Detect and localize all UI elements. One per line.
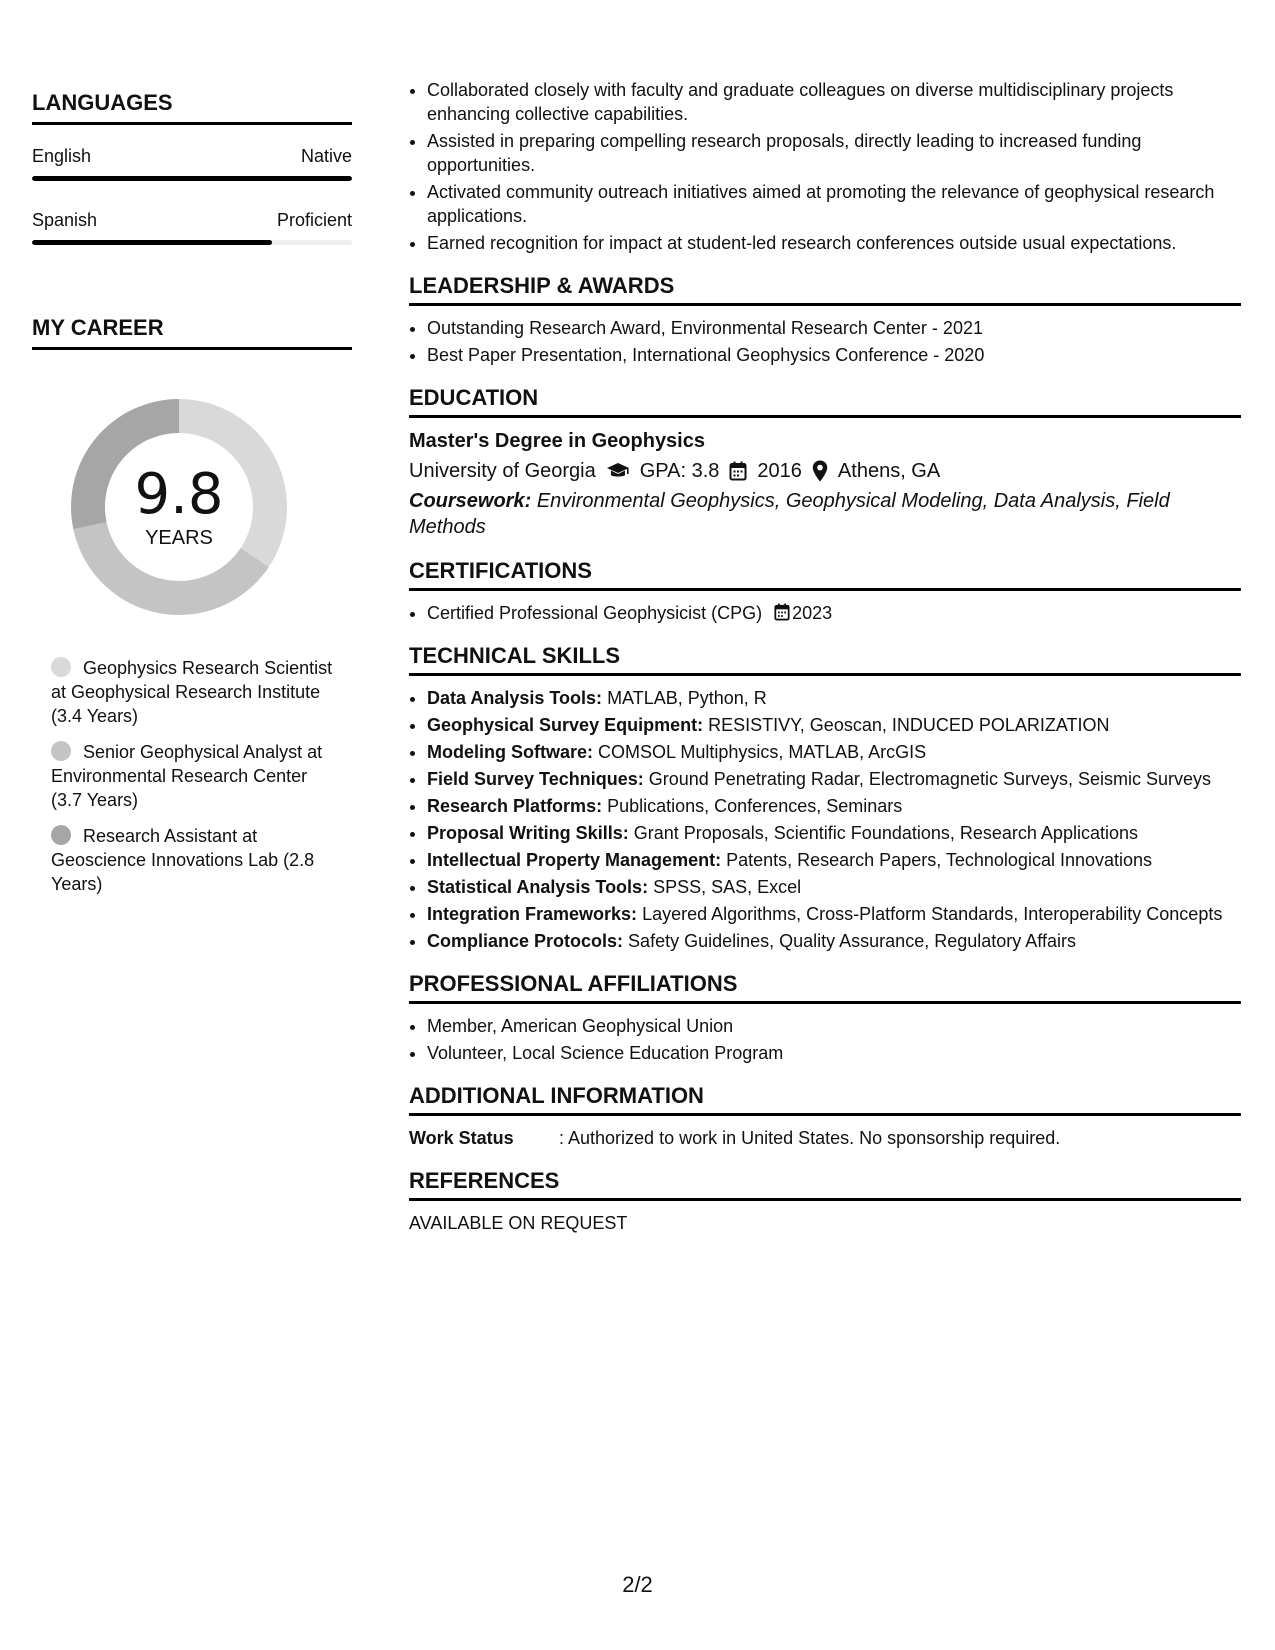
skill-value: Patents, Research Papers, Technological Innovations bbox=[726, 850, 1153, 870]
leadership-heading: LEADERSHIP & AWARDS bbox=[409, 273, 1241, 306]
affiliations-heading: PROFESSIONAL AFFILIATIONS bbox=[409, 971, 1241, 1004]
skill-label: Data Analysis Tools: bbox=[427, 688, 603, 708]
skill-item bbox=[427, 740, 1241, 764]
skill-label: Integration Frameworks: bbox=[427, 904, 638, 924]
skill-item bbox=[427, 821, 1241, 845]
references-heading: REFERENCES bbox=[409, 1168, 1241, 1201]
career-heading: MY CAREER bbox=[32, 315, 352, 350]
language-level: Proficient bbox=[276, 210, 352, 230]
work-status-label: Work Status bbox=[409, 1128, 514, 1148]
award-item: • Best Paper Presentation, International Geophysics Conference - 2020 bbox=[427, 343, 1241, 367]
affiliation-item: • Volunteer, Local Science Education Program bbox=[427, 1041, 1241, 1065]
skill-value: Publications, Conferences, Seminars bbox=[607, 796, 903, 816]
calendar-icon bbox=[774, 603, 790, 621]
legend-dot-icon bbox=[51, 741, 71, 761]
language-bar bbox=[32, 240, 352, 245]
affiliation-item: • Member, American Geophysical Union bbox=[427, 1014, 1241, 1038]
location-pin-icon bbox=[812, 460, 828, 482]
coursework-list: Environmental Geophysics, Geophysical Modeling, Data Analysis, Field Methods bbox=[409, 490, 1170, 538]
language-name: English bbox=[32, 146, 92, 166]
education-section bbox=[409, 385, 1241, 540]
skill-value: SPSS, SAS, Excel bbox=[653, 877, 802, 897]
legend-label: Senior Geophysical Analyst at Environmental Research Center (3.7 Years) bbox=[51, 742, 323, 810]
skill-value: COMSOL Multiphysics, MATLAB, ArcGIS bbox=[598, 742, 927, 762]
skill-label: Proposal Writing Skills: bbox=[427, 823, 629, 843]
language-item-english bbox=[32, 145, 352, 181]
skill-value: Layered Algorithms, Cross-Platform Standards, Interoperability Concepts bbox=[642, 904, 1223, 924]
skill-value: RESISTIVY, Geoscan, INDUCED POLARIZATION bbox=[708, 715, 1110, 735]
certification-name: Certified Professional Geophysicist (CPG) bbox=[427, 603, 763, 623]
certifications-heading: CERTIFICATIONS bbox=[409, 558, 1241, 591]
language-item-spanish bbox=[32, 209, 352, 245]
references-text: AVAILABLE ON REQUEST bbox=[409, 1213, 628, 1233]
skill-item bbox=[427, 794, 1241, 818]
language-bar-fill bbox=[32, 176, 352, 181]
skill-value: Ground Penetrating Radar, Electromagnetic Surveys, Seismic Surveys bbox=[648, 769, 1212, 789]
skill-label: Geophysical Survey Equipment: bbox=[427, 715, 704, 735]
references-section bbox=[409, 1168, 1241, 1235]
certification-year: 2023 bbox=[792, 603, 833, 623]
award-item: • Outstanding Research Award, Environmental Research Center - 2021 bbox=[427, 316, 1241, 340]
skill-item bbox=[427, 929, 1241, 953]
skills-section bbox=[409, 643, 1241, 953]
degree-title: Master's Degree in Geophysics bbox=[409, 430, 705, 452]
skill-item bbox=[427, 875, 1241, 899]
left-column bbox=[32, 90, 352, 908]
certifications-section bbox=[409, 558, 1241, 625]
additional-heading: ADDITIONAL INFORMATION bbox=[409, 1083, 1241, 1116]
skill-label: Compliance Protocols: bbox=[427, 931, 624, 951]
skill-label: Intellectual Property Management: bbox=[427, 850, 722, 870]
experience-bullet: • Assisted in preparing compelling research proposals, directly leading to increased funding opportunities. bbox=[427, 129, 1241, 177]
career-legend bbox=[51, 656, 341, 896]
gpa: GPA: 3.8 bbox=[639, 460, 720, 482]
career-total-years: 9.8 bbox=[134, 461, 224, 527]
additional-section bbox=[409, 1083, 1241, 1150]
education-details bbox=[409, 457, 1241, 485]
skill-label: Field Survey Techniques: bbox=[427, 769, 644, 789]
graduation-year: 2016 bbox=[757, 460, 802, 482]
page-number: 2/2 bbox=[622, 1572, 653, 1597]
education-heading: EDUCATION bbox=[409, 385, 1241, 418]
legend-dot-icon bbox=[51, 657, 71, 677]
right-column bbox=[409, 78, 1241, 1235]
skill-value: MATLAB, Python, R bbox=[607, 688, 767, 708]
skill-value: Safety Guidelines, Quality Assurance, Regulatory Affairs bbox=[628, 931, 1076, 951]
experience-bullet: • Collaborated closely with faculty and graduate colleagues on diverse multidisciplinary projects enhancing collective capabilities. bbox=[427, 78, 1241, 126]
certification-item bbox=[427, 601, 1241, 625]
experience-bullets bbox=[409, 78, 1241, 255]
skills-heading: TECHNICAL SKILLS bbox=[409, 643, 1241, 676]
affiliations-section bbox=[409, 971, 1241, 1065]
calendar-icon bbox=[729, 461, 747, 481]
work-status-value: : Authorized to work in United States. No sponsorship required. bbox=[559, 1128, 1061, 1148]
experience-bullet: • Activated community outreach initiatives aimed at promoting the relevance of geophysical research applications. bbox=[427, 180, 1241, 228]
school-name: University of Georgia bbox=[409, 460, 596, 482]
experience-bullet: • Earned recognition for impact at student-led research conferences outside usual expectations. bbox=[427, 231, 1241, 255]
work-status-row bbox=[409, 1126, 1241, 1150]
coursework-label: Coursework: bbox=[409, 490, 532, 512]
career-legend-item bbox=[51, 824, 341, 896]
legend-dot-icon bbox=[51, 825, 71, 845]
skill-value: Grant Proposals, Scientific Foundations, Research Applications bbox=[633, 823, 1138, 843]
language-bar-fill bbox=[32, 240, 272, 245]
donut-center bbox=[64, 392, 294, 622]
school-location: Athens, GA bbox=[837, 460, 941, 482]
skill-label: Modeling Software: bbox=[427, 742, 593, 762]
skill-item bbox=[427, 848, 1241, 872]
graduation-cap-icon bbox=[606, 462, 630, 480]
career-donut-chart bbox=[64, 392, 294, 622]
legend-label: Research Assistant at Geoscience Innovations Lab (2.8 Years) bbox=[51, 826, 315, 894]
career-years-unit: YEARS bbox=[145, 526, 213, 549]
skill-item bbox=[427, 686, 1241, 710]
coursework bbox=[409, 488, 1241, 540]
language-level: Native bbox=[300, 146, 352, 166]
career-legend-item bbox=[51, 656, 341, 728]
career-legend-item bbox=[51, 740, 341, 812]
language-name: Spanish bbox=[32, 210, 98, 230]
skill-label: Statistical Analysis Tools: bbox=[427, 877, 649, 897]
leadership-section bbox=[409, 273, 1241, 367]
legend-label: Geophysics Research Scientist at Geophysical Research Institute (3.4 Years) bbox=[51, 658, 333, 726]
language-bar bbox=[32, 176, 352, 181]
skill-item bbox=[427, 767, 1241, 791]
skill-item bbox=[427, 902, 1241, 926]
languages-heading: LANGUAGES bbox=[32, 90, 352, 125]
skill-label: Research Platforms: bbox=[427, 796, 603, 816]
skill-item bbox=[427, 713, 1241, 737]
